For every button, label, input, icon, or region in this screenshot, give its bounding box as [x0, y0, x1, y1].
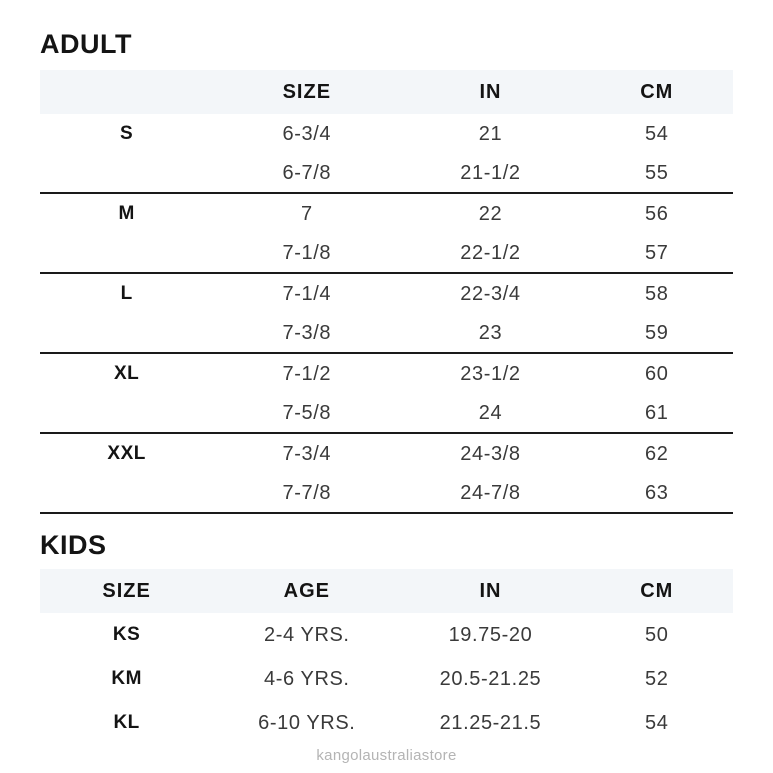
size-value-cell: 7-1/2 — [282, 362, 332, 385]
age-value-cell: 6-10 YRS. — [258, 711, 356, 734]
cm-value-cell: 52 — [645, 667, 669, 690]
adult-header-cm: CM — [640, 80, 674, 103]
inches-value-cell: 22-3/4 — [460, 282, 521, 305]
adult-header-in: IN — [479, 80, 502, 103]
size-label-cell: M — [118, 203, 135, 224]
cm-value-cell: 54 — [645, 122, 669, 145]
size-label-cell: KS — [112, 624, 141, 645]
cm-value-cell: 63 — [645, 481, 669, 504]
cm-value-cell: 55 — [645, 161, 669, 184]
store-watermark: kangolaustraliastore — [316, 747, 457, 764]
kids-section-title: KIDS — [40, 530, 107, 560]
size-value-cell: 7-3/8 — [282, 321, 332, 344]
table-row — [40, 613, 733, 657]
size-label-cell: KM — [111, 668, 142, 689]
kids-header-age: AGE — [283, 579, 330, 602]
adult-size-table — [40, 70, 733, 514]
kids-table-header-row — [40, 569, 733, 613]
inches-value-cell: 19.75-20 — [448, 623, 533, 646]
size-value-cell: 7 — [300, 202, 313, 225]
cm-value-cell: 61 — [645, 401, 669, 424]
kids-header-cm: CM — [640, 579, 674, 602]
size-label-cell: XXL — [107, 443, 146, 464]
inches-value-cell: 24-7/8 — [460, 481, 521, 504]
size-value-cell: 7-3/4 — [282, 442, 332, 465]
inches-value-cell: 22 — [478, 202, 503, 225]
size-value-cell: 7-5/8 — [282, 401, 332, 424]
table-row — [40, 701, 733, 745]
size-label-cell: KL — [113, 712, 140, 733]
size-label-cell: XL — [113, 363, 140, 384]
inches-value-cell: 24-3/8 — [460, 442, 521, 465]
table-row — [40, 394, 733, 434]
cm-value-cell: 59 — [645, 321, 669, 344]
inches-value-cell: 20.5-21.25 — [439, 667, 542, 690]
table-row — [40, 354, 733, 394]
age-value-cell: 2-4 YRS. — [264, 623, 350, 646]
kids-header-size: SIZE — [102, 579, 151, 602]
size-value-cell: 6-3/4 — [282, 122, 332, 145]
inches-value-cell: 21 — [478, 122, 503, 145]
cm-value-cell: 50 — [645, 623, 669, 646]
inches-value-cell: 23 — [478, 321, 503, 344]
table-row — [40, 114, 733, 154]
inches-value-cell: 21.25-21.5 — [439, 711, 542, 734]
inches-value-cell: 22-1/2 — [460, 241, 521, 264]
size-label-cell: L — [120, 283, 133, 304]
cm-value-cell: 57 — [645, 241, 669, 264]
cm-value-cell: 60 — [645, 362, 669, 385]
cm-value-cell: 58 — [645, 282, 669, 305]
size-value-cell: 6-7/8 — [282, 161, 332, 184]
table-row — [40, 434, 733, 474]
adult-header-size: SIZE — [282, 80, 332, 103]
table-row — [40, 274, 733, 314]
kids-header-in: IN — [479, 579, 502, 602]
size-value-cell: 7-7/8 — [282, 481, 332, 504]
table-row — [40, 154, 733, 194]
cm-value-cell: 62 — [645, 442, 669, 465]
age-value-cell: 4-6 YRS. — [264, 667, 350, 690]
inches-value-cell: 23-1/2 — [460, 362, 521, 385]
inches-value-cell: 24 — [478, 401, 503, 424]
cm-value-cell: 56 — [645, 202, 669, 225]
kids-size-table — [40, 569, 733, 745]
cm-value-cell: 54 — [645, 711, 669, 734]
table-row — [40, 657, 733, 701]
adult-section-title: ADULT — [40, 29, 132, 59]
table-row — [40, 234, 733, 274]
size-label-cell: S — [120, 123, 134, 144]
table-row — [40, 474, 733, 514]
table-row — [40, 314, 733, 354]
adult-table-header-row — [40, 70, 733, 114]
size-value-cell: 7-1/8 — [282, 241, 332, 264]
size-value-cell: 7-1/4 — [282, 282, 332, 305]
table-row — [40, 194, 733, 234]
inches-value-cell: 21-1/2 — [460, 161, 521, 184]
